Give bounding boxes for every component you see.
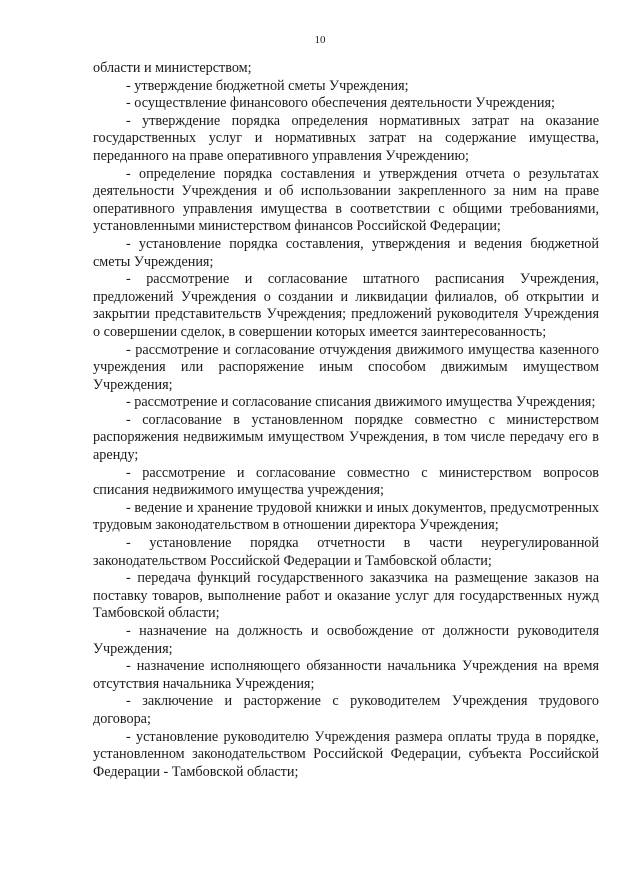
page-number: 10: [314, 34, 326, 46]
paragraph: - определение порядка составления и утверждения отчета о результатах деятельности Учреждения и об использовании закрепленного за ним на праве оперативного управления имущества в соответствии с общими требованиями, установленными министерством финансов Российской Федерации;: [93, 165, 599, 235]
paragraph: - установление порядка составления, утверждения и ведения бюджетной сметы Учреждения;: [93, 235, 599, 270]
paragraph: - ведение и хранение трудовой книжки и иных документов, предусмотренных трудовым законодательством в отношении директора Учреждения;: [93, 499, 599, 534]
paragraph: - установление порядка отчетности в части неурегулированной законодательством Российской Федерации и Тамбовской области;: [93, 535, 599, 569]
paragraph: - заключение и расторжение с руководителем Учреждения трудового договора;: [93, 693, 599, 727]
paragraph: - передача функций государственного заказчика на размещение заказов на поставку товаров, выполнение работ и оказание услуг для государственных нужд Тамбовской области;: [93, 570, 599, 622]
document-body: [93, 60, 599, 781]
paragraph: - рассмотрение и согласование списания движимого имущества Учреждения;: [126, 394, 596, 411]
paragraph: - установление руководителю Учреждения размера оплаты труда в порядке, установленном законодательством Российской Федерации, субъекта Российской Федерации - Тамбовской области;: [93, 728, 599, 780]
paragraph: - утверждение порядка определения нормативных затрат на оказание государственных услуг и нормативных затрат на содержание имущества, переданного на праве оперативного управления Учреждению;: [93, 112, 599, 164]
paragraph: - осуществление финансового обеспечения деятельности Учреждения;: [126, 95, 555, 112]
paragraph: - рассмотрение и согласование совместно с министерством вопросов списания недвижимого имущества учреждения;: [93, 464, 599, 499]
paragraph: - назначение на должность и освобождение от должности руководителя Учреждения;: [93, 623, 599, 657]
paragraph: - рассмотрение и согласование штатного расписания Учреждения, предложений Учреждения о создании и ликвидации филиалов, об открытии и закрытии представительств Учреждения; предложений руководителя Учреждения о совершении сделок, в совершении которых имеется заинтересованность;: [93, 271, 599, 340]
paragraph: - рассмотрение и согласование отчуждения движимого имущества казенного учреждения или распоряжение иным способом движимым имуществом Учреждения;: [93, 341, 599, 393]
paragraph: области и министерством;: [93, 60, 252, 76]
paragraph: - согласование в установленном порядке совместно с министерством распоряжения недвижимым имуществом Учреждения, в том числе передачу его в аренду;: [93, 411, 599, 464]
paragraph: - назначение исполняющего обязанности начальника Учреждения на время отсутствия начальника Учреждения;: [93, 658, 599, 692]
paragraph: - утверждение бюджетной сметы Учреждения;: [126, 77, 409, 94]
